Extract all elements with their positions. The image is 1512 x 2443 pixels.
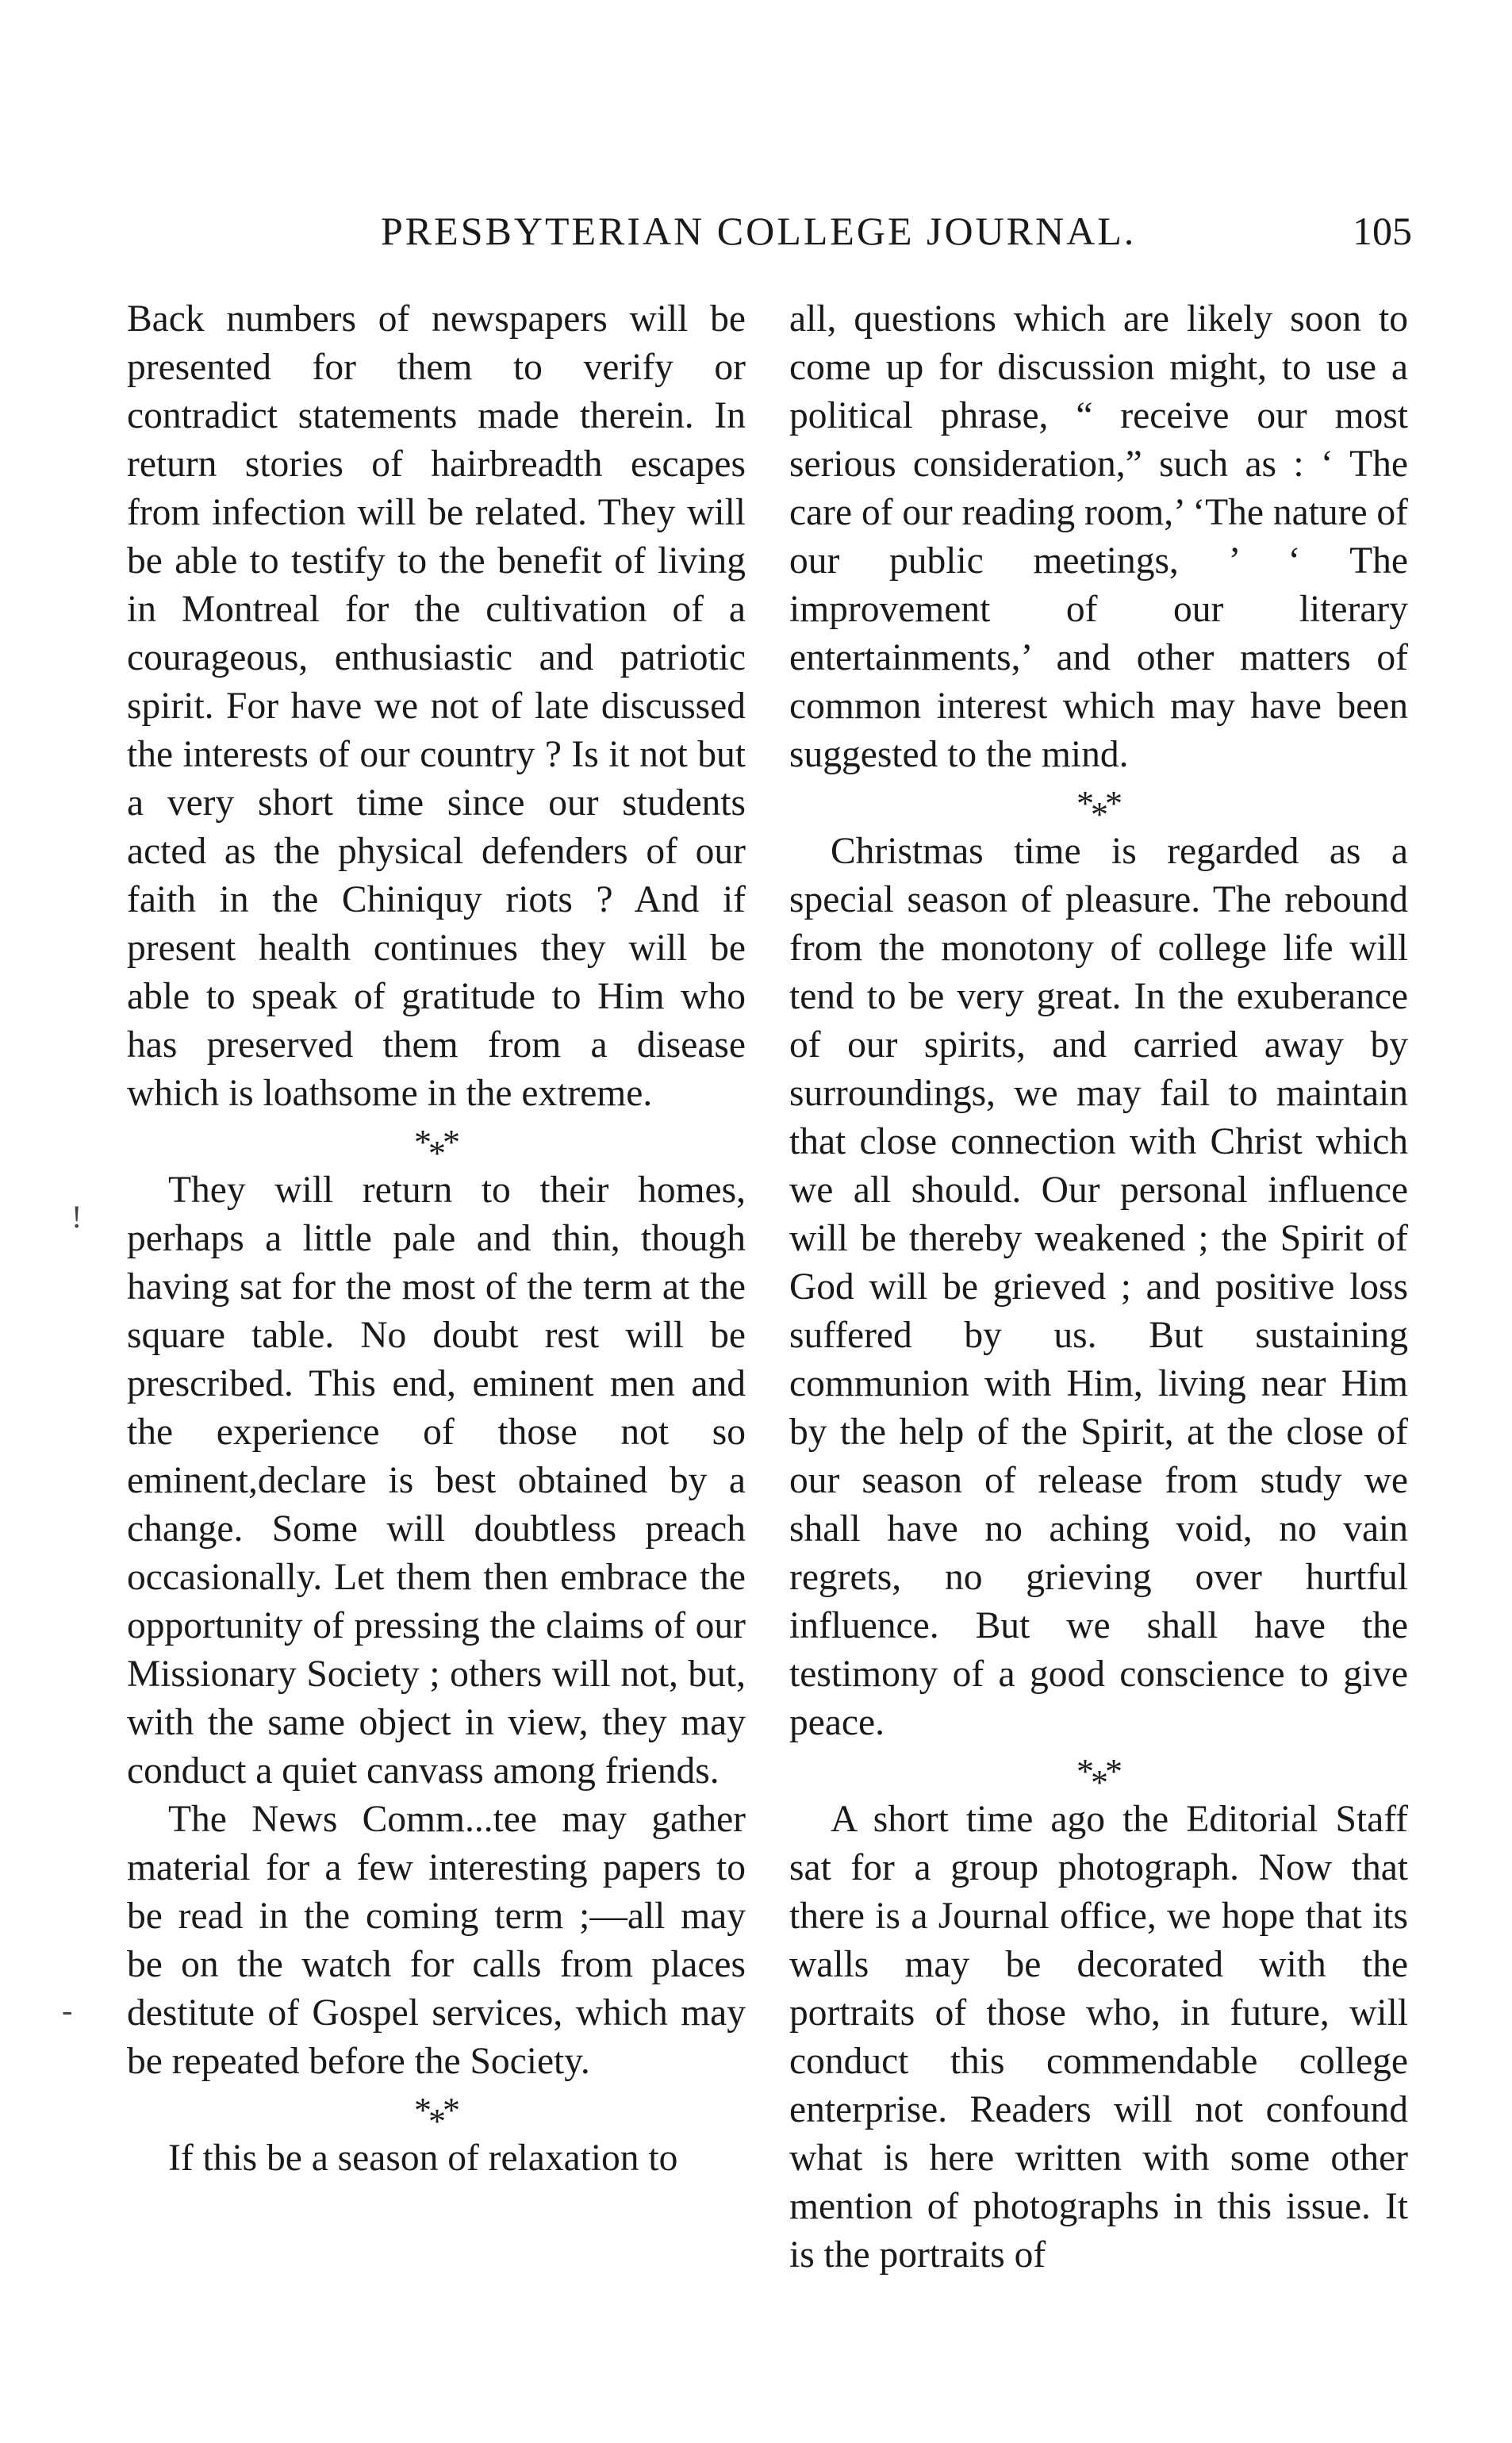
asterism-divider: *** [1076, 1752, 1121, 1802]
left-paragraph-4: If this be a season of relaxation to [168, 2138, 678, 2179]
right-paragraph-1: all, questions which are likely soon to come up for discussion might, to use a political phrase, “ receive our most serious consideration,” such as : ‘ The care of our reading room,’ ‘The nature of our public meetings, ’ ‘ The improvement of our literary entertainments,’ and other matters of common interest which may have been suggested to the mind. [789, 298, 1408, 775]
left-column [127, 295, 746, 2183]
right-column [789, 295, 1408, 2280]
left-paragraph-1: Back numbers of newspapers will be presented for them to verify or contradict statements made therein. In return stories of hairbreadth escapes from infection will be related. They will be able to testify to the benefit of living in Montreal for the cultivation of a courageous, enthusiastic and patriotic spirit. For have we not of late discussed the interests of our country ? Is it not but a very short time since our students acted as the physical defenders of our faith in the Chiniquy riots ? And if present health continues they will be able to speak of gratitude to Him who has preserved them from a disease which is loathsome in the extreme. [127, 298, 746, 1114]
running-head [127, 208, 1412, 263]
right-paragraph-3: A short time ago the Editorial Staff sat for a group photograph. Now that there is a Journal office, we hope that its walls may be decorated with the portraits of those who, in future, will conduct this commendable college enterprise. Readers will not confound what is here written with some other mention of photographs in this issue. It is the portraits of [789, 1799, 1408, 2276]
asterism-divider: *** [414, 2091, 459, 2141]
right-paragraph-2: Christmas time is regarded as a special season of pleasure. The rebound from the monotony of college life will tend to be very great. In the exuberance of our spirits, and carried away by surroundings, we may fail to maintain that close connection with Christ which we all should. Our personal influence will be thereby weakened ; the Spirit of God will be grieved ; and positive loss suffered by us. But sustaining communion with Him, living near Him by the help of the Spirit, at the close of our season of release from study we shall have no aching void, no vain regrets, no grieving over hurtful influence. But we shall have the testimony of a good conscience to give peace. [789, 831, 1408, 1743]
page-number: 105 [1353, 209, 1412, 253]
asterism-divider: *** [414, 1123, 459, 1173]
asterism-divider: *** [1076, 784, 1121, 834]
margin-mark-1: ! [71, 1199, 83, 1235]
left-paragraph-2: They will return to their homes, perhaps a little pale and thin, though having sat for the most of the term at the square table. No doubt rest will be prescribed. This end, eminent men and the experience of those not so eminent,declare is best obtained by a change. Some will doubtless preach occasionally. Let them then embrace the opportunity of pressing the claims of our Missionary Society ; others will not, but, with the same object in view, they may conduct a quiet canvass among friends. [127, 1170, 746, 1792]
journal-title: PRESBYTERIAN COLLEGE JOURNAL. [381, 209, 1137, 253]
margin-mark-2: - [62, 1992, 73, 2028]
left-paragraph-3: The News Comm...tee may gather material for a few interesting papers to be read in the coming term ;—all may be on the watch for calls from places destitute of Gospel services, which may be repeated before the Society. [127, 1799, 746, 2082]
